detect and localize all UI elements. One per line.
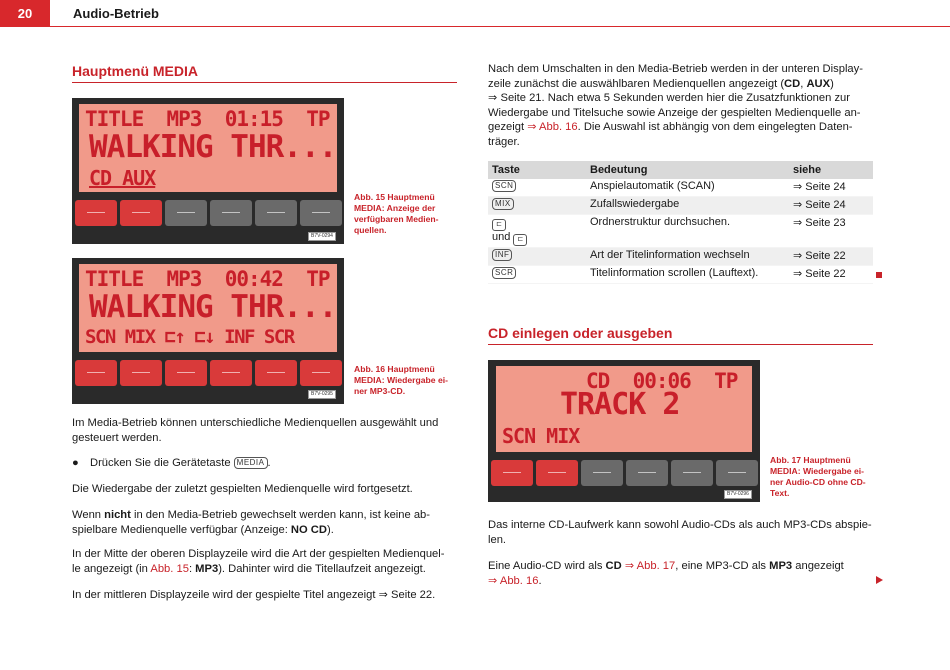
text-bold: AUX xyxy=(806,77,831,90)
soft-button[interactable] xyxy=(75,200,117,226)
radio-figure-16 xyxy=(72,258,344,404)
text: gezeigt xyxy=(488,121,528,134)
paragraph xyxy=(488,559,844,588)
lcd-line1: TITLE MP3 01:15 TP xyxy=(85,107,330,131)
figure-code: B7V-0294 xyxy=(308,232,336,241)
text: ). xyxy=(326,523,334,536)
soft-button[interactable] xyxy=(165,200,207,226)
soft-button-row xyxy=(75,200,342,226)
caption-line: Abb. 16 Hauptmenü xyxy=(354,364,435,374)
chapter-title: Audio-Betrieb xyxy=(73,6,159,21)
text: ). Dahinter wird die Titellaufzeit angezeigt. xyxy=(218,562,426,575)
text: , xyxy=(800,77,807,90)
lcd-line3: CD AUX xyxy=(89,166,156,190)
soft-button[interactable] xyxy=(626,460,668,486)
caption-line: verfügbaren Medien- xyxy=(354,214,439,224)
table-cell: Anspielautomatik (SCAN) xyxy=(586,179,789,197)
key-function-table xyxy=(488,161,873,284)
table-row xyxy=(488,266,873,284)
soft-button[interactable] xyxy=(120,200,162,226)
text: . Die Auswahl ist abhängig von dem eingelegten Daten- xyxy=(577,121,853,134)
text-line: Das interne CD-Laufwerk kann sowohl Audio-CDs als auch MP3-CDs abspie- xyxy=(488,519,872,531)
lcd-line3: SCN MIX xyxy=(502,424,580,448)
soft-button[interactable] xyxy=(165,360,207,386)
table-row xyxy=(488,248,873,266)
column-header: Taste xyxy=(488,161,586,179)
soft-button[interactable] xyxy=(210,360,252,386)
soft-button[interactable] xyxy=(671,460,713,486)
soft-button[interactable] xyxy=(75,360,117,386)
table-cell xyxy=(488,248,586,266)
bullet-text: Drücken Sie die Gerätetaste xyxy=(90,457,231,469)
table-row xyxy=(488,215,873,248)
soft-button[interactable] xyxy=(255,200,297,226)
caption-line: MEDIA: Wiedergabe ei- xyxy=(770,466,864,476)
column-header: siehe xyxy=(789,161,873,179)
figure-link[interactable]: Abb. 15 xyxy=(150,562,189,575)
paragraph: Die Wiedergabe der zuletzt gespielten Medienquelle wird fortgesetzt. xyxy=(72,483,413,495)
text: : xyxy=(188,562,196,575)
caption-line: Abb. 17 Hauptmenü xyxy=(770,455,851,465)
inf-key-icon: INF xyxy=(492,249,512,261)
text-bold: CD xyxy=(784,77,801,90)
table-cell: Ordnerstruktur durchsuchen. xyxy=(586,215,789,248)
caption-line: Text. xyxy=(770,488,790,498)
soft-button-row xyxy=(491,460,758,486)
soft-button[interactable] xyxy=(536,460,578,486)
table-cell: ⇒ Seite 22 xyxy=(789,248,873,266)
soft-button[interactable] xyxy=(581,460,623,486)
table-cell: Art der Titelinformation wechseln xyxy=(586,248,789,266)
table-cell: ⇒ Seite 24 xyxy=(789,179,873,197)
text-line: ⇒ Seite 21. Nach etwa 5 Sekunden werden hier die Zusatzfunktionen zur xyxy=(488,92,850,105)
text-bold: nicht xyxy=(104,509,131,521)
table-cell: ⇒ Seite 22 xyxy=(789,266,873,284)
text: ) xyxy=(830,77,834,90)
paragraph: In der mittleren Displayzeile wird der gespielte Titel angezeigt ⇒ Seite 22. xyxy=(72,589,436,601)
text-line: In der Mitte der oberen Displayzeile wird die Art der gespielten Medienquel- xyxy=(72,548,445,560)
bullet-icon: ● xyxy=(72,457,79,469)
soft-button[interactable] xyxy=(300,200,342,226)
table-cell: ⇒ Seite 23 xyxy=(789,215,873,248)
figure-caption-15 xyxy=(354,192,439,236)
paragraph xyxy=(72,547,445,576)
text: in den Media-Betrieb gewechselt werden kann, ist keine ab- xyxy=(130,509,430,521)
text: spielbare Medienquelle verfügbar (Anzeige: xyxy=(72,523,291,536)
soft-button[interactable] xyxy=(300,360,342,386)
text-bold: NO CD xyxy=(290,523,327,536)
section-heading-cd: CD einlegen oder ausgeben xyxy=(488,325,673,341)
text: Eine Audio-CD wird als xyxy=(488,560,606,572)
table-row xyxy=(488,179,873,197)
figure-code: B7V-0295 xyxy=(308,390,336,399)
table-cell xyxy=(488,215,586,248)
table-cell xyxy=(488,266,586,284)
scr-key-icon: SCR xyxy=(492,267,516,279)
lcd-line2: WALKING THR... xyxy=(89,129,337,165)
text: le angezeigt (in xyxy=(72,562,151,575)
table-cell: Titelinformation scrollen (Lauftext). xyxy=(586,266,789,284)
lcd-line1: CD 00:06 TP xyxy=(586,369,738,393)
lcd-line1: TITLE MP3 00:42 TP xyxy=(85,267,330,291)
text-line: gesteuert werden. xyxy=(72,431,162,444)
text: zeile zunächst die auswählbaren Medienquellen angezeigt ( xyxy=(488,77,785,90)
soft-button[interactable] xyxy=(120,360,162,386)
figure-caption-16 xyxy=(354,364,448,397)
section-heading-media: Hauptmenü MEDIA xyxy=(72,63,198,79)
column-header: Bedeutung xyxy=(586,161,789,179)
mix-key-icon: MIX xyxy=(492,198,514,210)
lcd-line2: TRACK 2 xyxy=(560,387,680,422)
lcd-line3: SCN MIX ⊏↑ ⊏↓ INF SCR xyxy=(85,326,294,348)
soft-button[interactable] xyxy=(210,200,252,226)
radio-figure-17 xyxy=(488,360,760,502)
lcd-line2: WALKING THR... xyxy=(89,289,337,325)
paragraph xyxy=(488,518,872,547)
page-number: 20 xyxy=(0,0,50,27)
table-cell: ⇒ Seite 24 xyxy=(789,197,873,215)
caption-line: ner MP3-CD. xyxy=(354,386,406,396)
header-rule xyxy=(0,26,950,27)
soft-button[interactable] xyxy=(491,460,533,486)
figure-link[interactable]: ⇒ Abb. 16 xyxy=(488,574,539,587)
text: angezeigt xyxy=(792,560,844,572)
paragraph xyxy=(72,416,438,445)
soft-button[interactable] xyxy=(255,360,297,386)
paragraph xyxy=(72,508,430,537)
figure-link[interactable]: ⇒ Abb. 17 xyxy=(624,560,676,572)
text-bold: CD xyxy=(605,560,622,572)
text-line: len. xyxy=(488,533,507,546)
punct: . xyxy=(267,457,271,469)
lcd-display xyxy=(496,366,752,452)
lcd-display xyxy=(79,264,337,352)
text: und xyxy=(492,231,511,243)
end-of-section-marker xyxy=(876,272,882,278)
figure-code: B7V-0296 xyxy=(724,490,752,499)
soft-button-row xyxy=(75,360,342,386)
text: , eine MP3-CD als xyxy=(675,560,770,572)
folder-down-key-icon: ⊏ xyxy=(513,234,527,246)
caption-line: quellen. xyxy=(354,225,387,235)
folder-up-key-icon: ⊏ xyxy=(492,219,506,231)
table-cell xyxy=(488,179,586,197)
media-key-icon: MEDIA xyxy=(234,457,268,469)
text-line: Wiedergabe und Titelsuche sowie Anzeige der gespielten Medienquelle an- xyxy=(488,106,861,119)
table-row xyxy=(488,197,873,215)
figure-link[interactable]: ⇒ Abb. 16 xyxy=(527,121,578,134)
soft-button[interactable] xyxy=(716,460,758,486)
scn-key-icon: SCN xyxy=(492,180,516,192)
caption-line: ner Audio-CD ohne CD- xyxy=(770,477,866,487)
section-rule xyxy=(488,344,873,345)
text-line: Nach dem Umschalten in den Media-Betrieb werden in der unteren Display- xyxy=(488,63,863,75)
table-cell: Zufallswiedergabe xyxy=(586,197,789,215)
table-cell xyxy=(488,197,586,215)
text-bold: MP3 xyxy=(769,560,793,572)
text-line: träger. xyxy=(488,135,520,148)
text-bold: MP3 xyxy=(195,562,219,575)
caption-line: MEDIA: Wiedergabe ei- xyxy=(354,375,448,385)
text-line: Im Media-Betrieb können unterschiedliche Medienquellen ausgewählt und xyxy=(72,417,439,429)
section-rule xyxy=(72,82,457,83)
figure-caption-17 xyxy=(770,455,866,499)
intro-paragraph xyxy=(488,62,863,150)
caption-line: Abb. 15 Hauptmenü xyxy=(354,192,435,202)
text: . xyxy=(538,574,542,587)
lcd-display xyxy=(79,104,337,192)
page-header xyxy=(0,0,950,27)
bullet-item xyxy=(72,456,271,471)
continue-arrow-icon xyxy=(876,576,883,584)
text: Wenn xyxy=(72,509,105,521)
radio-figure-15 xyxy=(72,98,344,244)
caption-line: MEDIA: Anzeige der xyxy=(354,203,436,213)
table-header-row xyxy=(488,161,873,179)
